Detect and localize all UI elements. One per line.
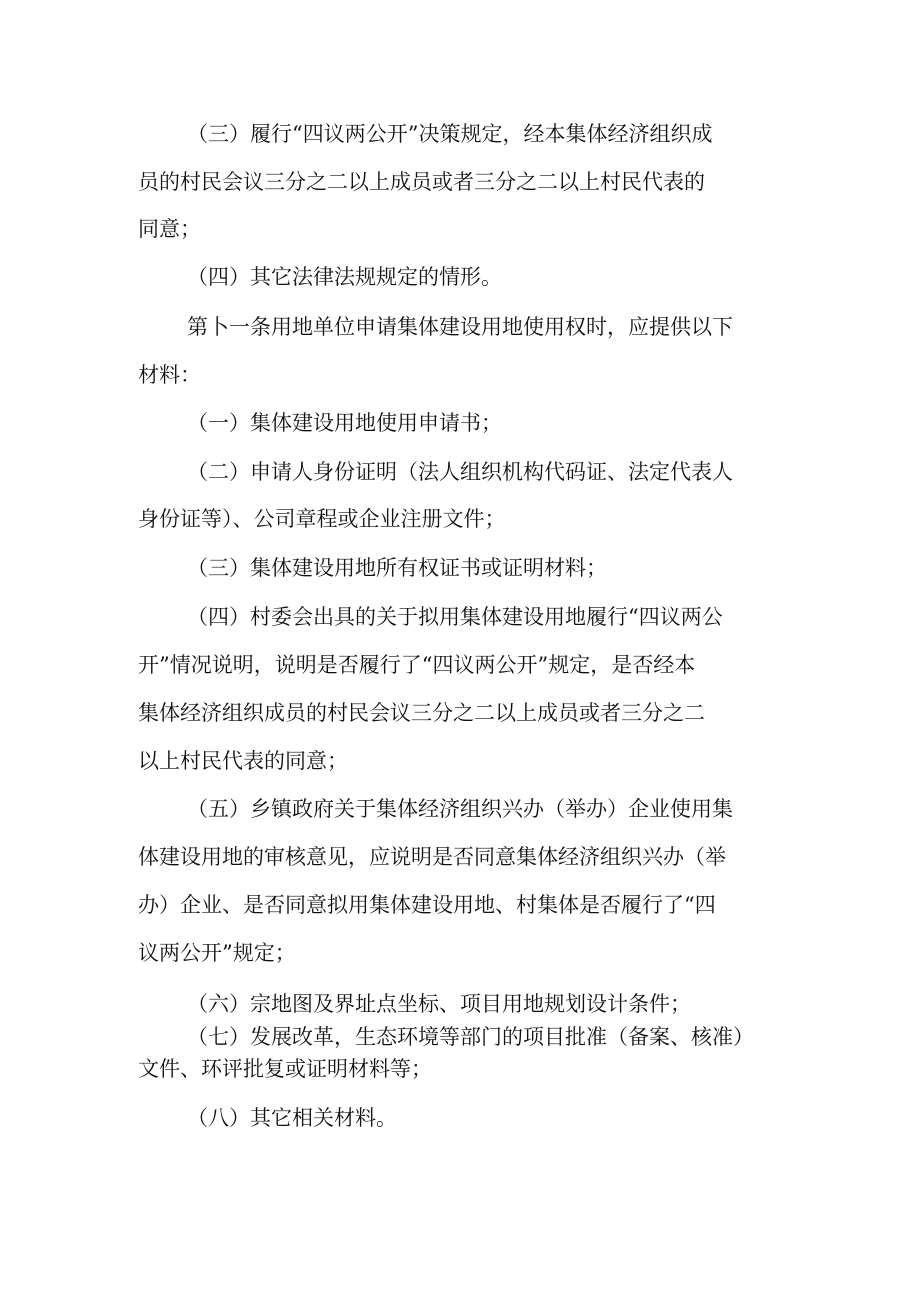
- text-line: 开”情况说明，说明是否履行了“四议两公开”规定，是否经本: [138, 653, 696, 677]
- text-line: （六）宗地图及界址点坐标、项目用地规划设计条件；: [187, 992, 691, 1016]
- text-line: 体建设用地的审核意见，应说明是否同意集体经济组织兴办（举: [138, 845, 726, 869]
- text-line: 集体经济组织成员的村民会议三分之二以上成员或者三分之二: [138, 701, 705, 725]
- text-line: （三）履行“四议两公开”决策规定，经本集体经济组织成: [187, 122, 713, 146]
- text-line: （四）其它法律法规规定的情形。: [187, 265, 502, 289]
- text-line: （四）村委会出具的关于拟用集体建设用地履行“四议两公: [187, 605, 723, 629]
- text-line: 文件、环评批复或证明材料等；: [138, 1057, 432, 1081]
- text-line: 身份证等）、公司章程或企业注册文件；: [138, 507, 506, 531]
- text-line: 员的村民会议三分之二以上成员或者三分之二以上村民代表的: [138, 170, 705, 194]
- text-line: 材料：: [138, 363, 201, 387]
- text-line: （一）集体建设用地使用申请书；: [187, 411, 502, 435]
- text-line: （八）其它相关材料。: [187, 1106, 397, 1130]
- text-line: 办）企业、是否同意拟用集体建设用地、村集体是否履行了“四: [138, 893, 716, 917]
- text-line: 议两公开”规定；: [138, 941, 296, 965]
- text-line: （五）乡镇政府关于集体经济组织兴办（举办）企业使用集: [187, 797, 733, 821]
- text-line: 以上村民代表的同意；: [138, 749, 348, 773]
- text-line: 同意；: [138, 217, 201, 241]
- text-line: （三）集体建设用地所有权证书或证明材料；: [187, 556, 607, 580]
- text-line: （二）申请人身份证明（法人组织机构代码证、法定代表人: [187, 460, 733, 484]
- text-line: 第卜一条用地单位申请集体建设用地使用权时，应提供以下: [187, 315, 733, 339]
- text-line: （七）发展改革，生态环境等部门的项目批准（备案、核准）: [187, 1025, 754, 1049]
